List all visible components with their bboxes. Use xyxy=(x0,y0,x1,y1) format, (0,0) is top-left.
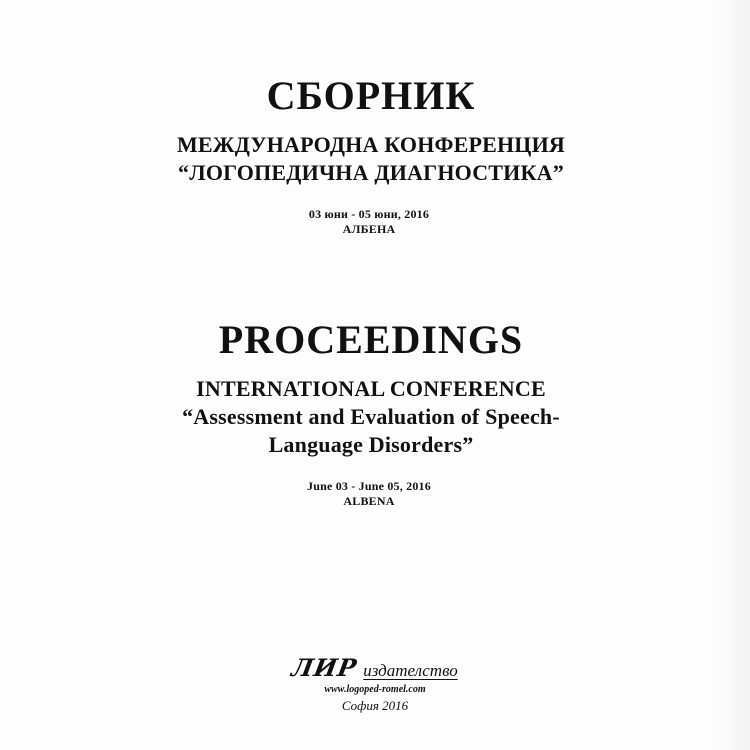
english-conference-line3: Language Disorders” xyxy=(268,432,474,457)
publisher-logo-word: издателство xyxy=(363,661,458,680)
publisher-logo-mark: ЛИР xyxy=(289,653,360,682)
english-dates: June 03 - June 05, 2016 xyxy=(307,479,431,493)
bulgarian-conference-line1: МЕЖДУНАРОДНА КОНФЕРЕНЦИЯ xyxy=(176,132,566,157)
publisher-logo xyxy=(0,653,750,682)
bulgarian-conference-line2: “ЛОГОПЕДИЧНА ДИАГНОСТИКА” xyxy=(178,160,564,185)
bulgarian-dates: 03 юни - 05 юни, 2016 xyxy=(308,207,430,221)
bulgarian-title: СБОРНИК xyxy=(266,73,476,118)
publisher-city-year: София 2016 xyxy=(341,698,409,713)
english-conference-line2: “Assessment and Evaluation of Speech- xyxy=(182,404,560,429)
english-title: PROCEEDINGS xyxy=(218,317,524,362)
publisher-website: www.logoped-romel.com xyxy=(324,684,426,695)
bulgarian-place: АЛБЕНА xyxy=(342,222,396,236)
english-conference-line1: INTERNATIONAL CONFERENCE xyxy=(196,376,546,401)
english-place: ALBENA xyxy=(343,494,395,508)
